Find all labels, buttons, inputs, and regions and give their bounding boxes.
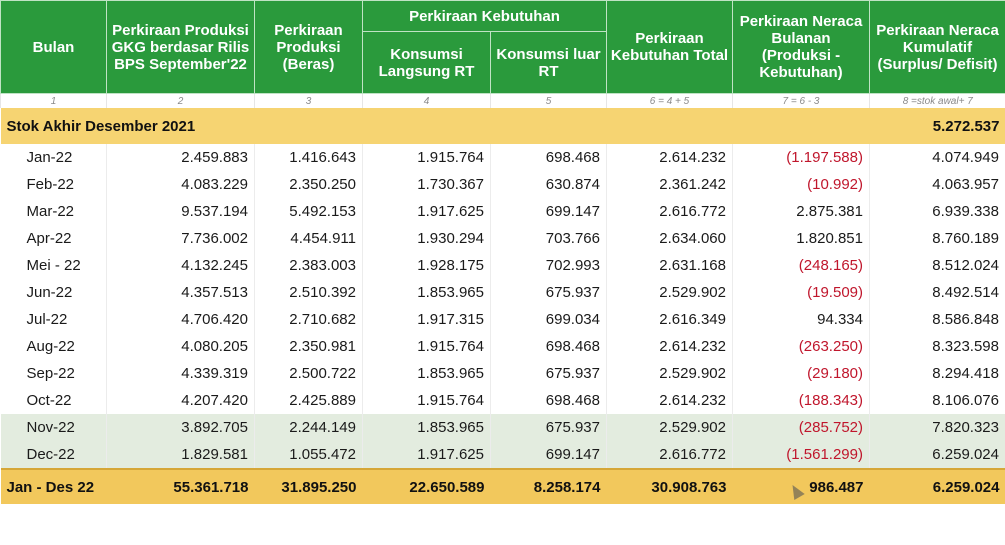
cell-beras: 2.425.889 xyxy=(255,387,363,414)
cell-konsumsi-luar: 702.993 xyxy=(491,252,607,279)
column-index: 2 xyxy=(107,94,255,109)
cell-gkg: 4.357.513 xyxy=(107,279,255,306)
column-index: 1 xyxy=(1,94,107,109)
total-kumulatif: 6.259.024 xyxy=(870,469,1005,504)
column-index: 5 xyxy=(491,94,607,109)
header-neraca-kumulatif: Perkiraan Neraca Kumulatif (Surplus/ Defisit) xyxy=(870,1,1005,94)
cell-gkg: 4.706.420 xyxy=(107,306,255,333)
cell-neraca-kumulatif: 8.492.514 xyxy=(870,279,1005,306)
cell-beras: 2.350.250 xyxy=(255,171,363,198)
table-row xyxy=(1,252,1005,279)
cell-bulan: Jan-22 xyxy=(1,144,107,171)
cell-konsumsi-luar: 698.468 xyxy=(491,387,607,414)
header-konsumsi-langsung: Konsumsi Langsung RT xyxy=(363,32,491,94)
monthly-rows xyxy=(1,144,1005,469)
cell-kebutuhan-total: 2.614.232 xyxy=(607,144,733,171)
table-row xyxy=(1,387,1005,414)
cell-kebutuhan-total: 2.616.772 xyxy=(607,198,733,225)
cell-kebutuhan-total: 2.529.902 xyxy=(607,279,733,306)
cell-konsumsi-luar: 675.937 xyxy=(491,360,607,387)
cell-beras: 2.510.392 xyxy=(255,279,363,306)
table-row xyxy=(1,414,1005,441)
cell-konsumsi-langsung: 1.730.367 xyxy=(363,171,491,198)
cell-konsumsi-langsung: 1.928.175 xyxy=(363,252,491,279)
cell-konsumsi-luar: 703.766 xyxy=(491,225,607,252)
cell-neraca-bulanan: (29.180) xyxy=(733,360,870,387)
table-row xyxy=(1,225,1005,252)
cell-konsumsi-luar: 698.468 xyxy=(491,144,607,171)
cell-gkg: 9.537.194 xyxy=(107,198,255,225)
cell-beras: 2.710.682 xyxy=(255,306,363,333)
header-konsumsi-luar: Konsumsi luar RT xyxy=(491,32,607,94)
cell-neraca-kumulatif: 8.106.076 xyxy=(870,387,1005,414)
cell-bulan: Jun-22 xyxy=(1,279,107,306)
cell-kebutuhan-total: 2.616.349 xyxy=(607,306,733,333)
cell-konsumsi-luar: 699.147 xyxy=(491,198,607,225)
table-footer xyxy=(1,469,1005,504)
cell-neraca-kumulatif: 8.760.189 xyxy=(870,225,1005,252)
table-header xyxy=(1,1,1005,94)
cell-beras: 5.492.153 xyxy=(255,198,363,225)
table-row xyxy=(1,144,1005,171)
column-index: 6 = 4 + 5 xyxy=(607,94,733,109)
cell-neraca-kumulatif: 7.820.323 xyxy=(870,414,1005,441)
cell-beras: 2.383.003 xyxy=(255,252,363,279)
table-row xyxy=(1,441,1005,469)
table-row xyxy=(1,279,1005,306)
cell-konsumsi-langsung: 1.853.965 xyxy=(363,414,491,441)
cell-gkg: 4.080.205 xyxy=(107,333,255,360)
cell-neraca-kumulatif: 8.512.024 xyxy=(870,252,1005,279)
cell-konsumsi-langsung: 1.853.965 xyxy=(363,360,491,387)
cell-kebutuhan-total: 2.616.772 xyxy=(607,441,733,469)
cell-neraca-bulanan: 2.875.381 xyxy=(733,198,870,225)
table-row xyxy=(1,306,1005,333)
cell-kebutuhan-total: 2.631.168 xyxy=(607,252,733,279)
cell-neraca-bulanan: (19.509) xyxy=(733,279,870,306)
cell-neraca-bulanan: (248.165) xyxy=(733,252,870,279)
cell-kebutuhan-total: 2.614.232 xyxy=(607,333,733,360)
total-gkg: 55.361.718 xyxy=(107,469,255,504)
cell-bulan: Dec-22 xyxy=(1,441,107,469)
cell-konsumsi-langsung: 1.915.764 xyxy=(363,333,491,360)
column-index: 4 xyxy=(363,94,491,109)
cell-konsumsi-luar: 630.874 xyxy=(491,171,607,198)
total-label: Jan - Des 22 xyxy=(1,469,107,504)
cell-neraca-kumulatif: 8.323.598 xyxy=(870,333,1005,360)
cell-gkg: 4.083.229 xyxy=(107,171,255,198)
cell-neraca-kumulatif: 8.586.848 xyxy=(870,306,1005,333)
header-bulan: Bulan xyxy=(1,1,107,94)
cell-bulan: Mar-22 xyxy=(1,198,107,225)
cell-bulan: Jul-22 xyxy=(1,306,107,333)
cell-konsumsi-luar: 675.937 xyxy=(491,279,607,306)
table-row xyxy=(1,198,1005,225)
total-konsumsi-luar: 8.258.174 xyxy=(491,469,607,504)
cell-neraca-bulanan: (10.992) xyxy=(733,171,870,198)
cell-gkg: 4.207.420 xyxy=(107,387,255,414)
table-body xyxy=(1,94,1005,145)
header-kebutuhan-total: Perkiraan Kebutuhan Total xyxy=(607,1,733,94)
table-row xyxy=(1,360,1005,387)
cell-neraca-kumulatif: 4.074.949 xyxy=(870,144,1005,171)
total-konsumsi-langsung: 22.650.589 xyxy=(363,469,491,504)
cell-neraca-bulanan: (1.561.299) xyxy=(733,441,870,469)
cell-bulan: Nov-22 xyxy=(1,414,107,441)
cell-beras: 2.350.981 xyxy=(255,333,363,360)
cell-kebutuhan-total: 2.529.902 xyxy=(607,414,733,441)
cell-konsumsi-langsung: 1.917.625 xyxy=(363,198,491,225)
cell-kebutuhan-total: 2.361.242 xyxy=(607,171,733,198)
cell-kebutuhan-total: 2.634.060 xyxy=(607,225,733,252)
table-row xyxy=(1,171,1005,198)
cell-neraca-bulanan: (1.197.588) xyxy=(733,144,870,171)
cell-gkg: 1.829.581 xyxy=(107,441,255,469)
cell-bulan: Oct-22 xyxy=(1,387,107,414)
cell-bulan: Aug-22 xyxy=(1,333,107,360)
cell-bulan: Mei - 22 xyxy=(1,252,107,279)
cell-beras: 1.416.643 xyxy=(255,144,363,171)
cell-neraca-kumulatif: 6.939.338 xyxy=(870,198,1005,225)
stok-value: 5.272.537 xyxy=(870,108,1005,144)
table-row xyxy=(1,333,1005,360)
cell-bulan: Apr-22 xyxy=(1,225,107,252)
cell-neraca-bulanan: (263.250) xyxy=(733,333,870,360)
column-index-row xyxy=(1,94,1005,109)
cell-neraca-bulanan: (188.343) xyxy=(733,387,870,414)
column-index: 3 xyxy=(255,94,363,109)
cell-konsumsi-luar: 699.147 xyxy=(491,441,607,469)
cell-neraca-kumulatif: 6.259.024 xyxy=(870,441,1005,469)
cell-gkg: 3.892.705 xyxy=(107,414,255,441)
cell-neraca-kumulatif: 8.294.418 xyxy=(870,360,1005,387)
cell-beras: 2.244.149 xyxy=(255,414,363,441)
stok-label: Stok Akhir Desember 2021 xyxy=(1,108,870,144)
total-neraca: 986.487 xyxy=(733,469,870,504)
cell-kebutuhan-total: 2.529.902 xyxy=(607,360,733,387)
cell-bulan: Feb-22 xyxy=(1,171,107,198)
cell-konsumsi-langsung: 1.917.625 xyxy=(363,441,491,469)
total-kebutuhan: 30.908.763 xyxy=(607,469,733,504)
cell-konsumsi-langsung: 1.915.764 xyxy=(363,144,491,171)
header-produksi-gkg: Perkiraan Produksi GKG berdasar Rilis BPS September'22 xyxy=(107,1,255,94)
cell-beras: 4.454.911 xyxy=(255,225,363,252)
cell-neraca-bulanan: (285.752) xyxy=(733,414,870,441)
cell-neraca-bulanan: 94.334 xyxy=(733,306,870,333)
cell-konsumsi-langsung: 1.917.315 xyxy=(363,306,491,333)
cell-neraca-kumulatif: 4.063.957 xyxy=(870,171,1005,198)
cell-bulan: Sep-22 xyxy=(1,360,107,387)
header-neraca-bulanan: Perkiraan Neraca Bulanan (Produksi - Kebutuhan) xyxy=(733,1,870,94)
total-row xyxy=(1,469,1005,504)
cell-konsumsi-langsung: 1.915.764 xyxy=(363,387,491,414)
total-beras: 31.895.250 xyxy=(255,469,363,504)
cell-konsumsi-luar: 699.034 xyxy=(491,306,607,333)
cell-gkg: 2.459.883 xyxy=(107,144,255,171)
cell-konsumsi-langsung: 1.930.294 xyxy=(363,225,491,252)
column-index: 8 =stok awal+ 7 xyxy=(870,94,1005,109)
header-kebutuhan: Perkiraan Kebutuhan xyxy=(363,1,607,32)
stok-awal-row xyxy=(1,108,1005,144)
column-index: 7 = 6 - 3 xyxy=(733,94,870,109)
cell-neraca-bulanan: 1.820.851 xyxy=(733,225,870,252)
cell-beras: 2.500.722 xyxy=(255,360,363,387)
cell-beras: 1.055.472 xyxy=(255,441,363,469)
cell-konsumsi-langsung: 1.853.965 xyxy=(363,279,491,306)
cell-gkg: 7.736.002 xyxy=(107,225,255,252)
cell-konsumsi-luar: 675.937 xyxy=(491,414,607,441)
header-produksi-beras: Perkiraan Produksi (Beras) xyxy=(255,1,363,94)
cell-gkg: 4.132.245 xyxy=(107,252,255,279)
cell-konsumsi-luar: 698.468 xyxy=(491,333,607,360)
cell-kebutuhan-total: 2.614.232 xyxy=(607,387,733,414)
cell-gkg: 4.339.319 xyxy=(107,360,255,387)
